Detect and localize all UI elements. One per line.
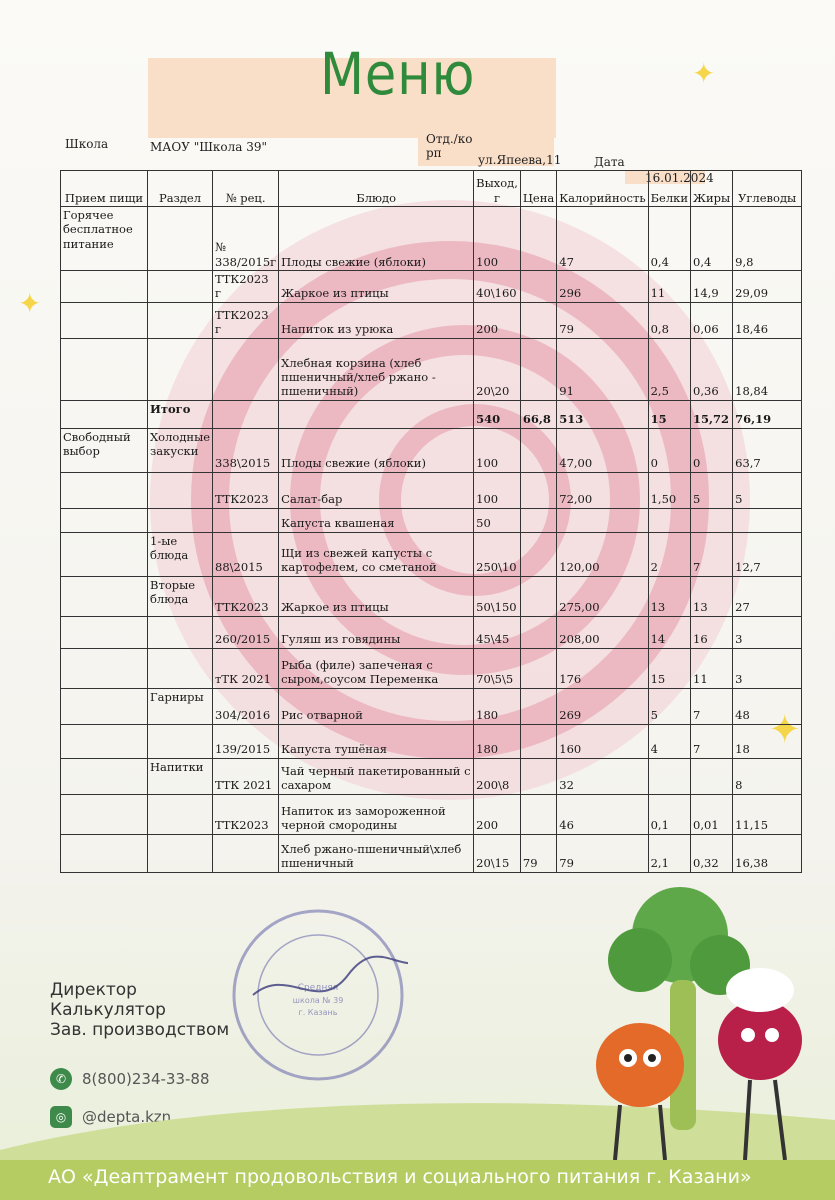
recipe-cell: 260/2015 bbox=[213, 616, 279, 648]
price-cell bbox=[520, 302, 556, 338]
output-cell: 70\5\5 bbox=[474, 648, 521, 688]
page-title: Меню bbox=[320, 40, 476, 108]
table-row bbox=[61, 428, 802, 472]
price-cell: 79 bbox=[520, 834, 556, 872]
carbs-cell: 27 bbox=[733, 576, 802, 616]
col-header: Блюдо bbox=[279, 171, 474, 207]
output-cell: 540 bbox=[474, 400, 521, 428]
protein-cell: 2 bbox=[648, 532, 690, 576]
price-cell bbox=[520, 428, 556, 472]
table-row bbox=[61, 532, 802, 576]
svg-text:школа № 39: школа № 39 bbox=[292, 996, 344, 1005]
recipe-cell: ТТК2023 bbox=[213, 576, 279, 616]
price-cell bbox=[520, 648, 556, 688]
recipe-cell: ТТК2023 г bbox=[213, 302, 279, 338]
calories-cell: 160 bbox=[557, 724, 648, 758]
table-row bbox=[61, 758, 802, 794]
meal-cell bbox=[61, 271, 148, 303]
table-row bbox=[61, 724, 802, 758]
price-cell bbox=[520, 207, 556, 271]
protein-cell: 15 bbox=[648, 400, 690, 428]
dish-cell: Жаркое из птицы bbox=[279, 271, 474, 303]
dish-cell: Капуста квашеная bbox=[279, 508, 474, 532]
col-header: Цена bbox=[520, 171, 556, 207]
price-cell bbox=[520, 472, 556, 508]
calories-cell: 47,00 bbox=[557, 428, 648, 472]
dish-cell: Рыба (филе) запеченая с сыром,соусом Переменка bbox=[279, 648, 474, 688]
meal-cell bbox=[61, 472, 148, 508]
carbs-cell: 48 bbox=[733, 688, 802, 724]
price-cell bbox=[520, 688, 556, 724]
col-header: Выход, г bbox=[474, 171, 521, 207]
star-icon: ✦ bbox=[18, 287, 42, 320]
carbs-cell: 16,38 bbox=[733, 834, 802, 872]
recipe-cell: 304/2016 bbox=[213, 688, 279, 724]
carbs-cell: 29,09 bbox=[733, 271, 802, 303]
fat-cell: 16 bbox=[691, 616, 733, 648]
section-cell bbox=[148, 616, 213, 648]
signatures bbox=[50, 980, 229, 1040]
output-cell: 200\8 bbox=[474, 758, 521, 794]
dish-cell: Напиток из урюка bbox=[279, 302, 474, 338]
meal-cell bbox=[61, 834, 148, 872]
protein-cell bbox=[648, 758, 690, 794]
carbs-cell: 18,84 bbox=[733, 338, 802, 400]
price-cell bbox=[520, 576, 556, 616]
protein-cell: 15 bbox=[648, 648, 690, 688]
calories-cell: 32 bbox=[557, 758, 648, 794]
phone-icon: ✆ bbox=[50, 1068, 72, 1090]
calories-cell: 120,00 bbox=[557, 532, 648, 576]
meal-cell bbox=[61, 338, 148, 400]
dish-cell: Жаркое из птицы bbox=[279, 576, 474, 616]
section-cell bbox=[148, 207, 213, 271]
protein-cell: 5 bbox=[648, 688, 690, 724]
dish-cell: Салат-бар bbox=[279, 472, 474, 508]
price-cell bbox=[520, 271, 556, 303]
meal-cell bbox=[61, 508, 148, 532]
table-row bbox=[61, 271, 802, 303]
address: ул.Япеева,11 bbox=[478, 153, 562, 167]
date-label: Дата bbox=[594, 155, 625, 169]
calories-cell bbox=[557, 508, 648, 532]
price-cell bbox=[520, 508, 556, 532]
col-header: Раздел bbox=[148, 171, 213, 207]
output-cell: 100 bbox=[474, 428, 521, 472]
col-header: Жиры bbox=[691, 171, 733, 207]
dish-cell: Плоды свежие (яблоки) bbox=[279, 428, 474, 472]
section-cell bbox=[148, 834, 213, 872]
section-cell bbox=[148, 648, 213, 688]
fat-cell: 7 bbox=[691, 724, 733, 758]
recipe-cell: 88\2015 bbox=[213, 532, 279, 576]
price-cell bbox=[520, 338, 556, 400]
protein-cell: 14 bbox=[648, 616, 690, 648]
section-cell bbox=[148, 271, 213, 303]
recipe-cell bbox=[213, 508, 279, 532]
calories-cell: 91 bbox=[557, 338, 648, 400]
fat-cell: 15,72 bbox=[691, 400, 733, 428]
calories-cell: 269 bbox=[557, 688, 648, 724]
table-row bbox=[61, 338, 802, 400]
output-cell: 180 bbox=[474, 724, 521, 758]
fat-cell: 7 bbox=[691, 532, 733, 576]
carbs-cell: 18,46 bbox=[733, 302, 802, 338]
price-cell bbox=[520, 724, 556, 758]
meal-cell bbox=[61, 576, 148, 616]
dish-cell: Рис отварной bbox=[279, 688, 474, 724]
col-header: Белки bbox=[648, 171, 690, 207]
dish-cell bbox=[279, 400, 474, 428]
table-row bbox=[61, 834, 802, 872]
meal-cell bbox=[61, 688, 148, 724]
fat-cell bbox=[691, 758, 733, 794]
fat-cell: 7 bbox=[691, 688, 733, 724]
dish-cell: Гуляш из говядины bbox=[279, 616, 474, 648]
recipe-cell: 338\2015 bbox=[213, 428, 279, 472]
section-cell bbox=[148, 794, 213, 834]
calories-cell: 47 bbox=[557, 207, 648, 271]
col-header: Углеводы bbox=[733, 171, 802, 207]
dish-cell: Чай черный пакетированный с сахаром bbox=[279, 758, 474, 794]
output-cell: 250\10 bbox=[474, 532, 521, 576]
output-cell: 40\160 bbox=[474, 271, 521, 303]
output-cell: 100 bbox=[474, 207, 521, 271]
recipe-cell: ТТК2023 г bbox=[213, 271, 279, 303]
fat-cell: 0,4 bbox=[691, 207, 733, 271]
recipe-cell bbox=[213, 834, 279, 872]
carbs-cell: 5 bbox=[733, 472, 802, 508]
output-cell: 180 bbox=[474, 688, 521, 724]
recipe-cell: ТТК2023 bbox=[213, 472, 279, 508]
instagram-icon: ◎ bbox=[50, 1106, 72, 1128]
menu-body bbox=[61, 207, 802, 873]
dept-label: Отд./ко рп bbox=[426, 132, 473, 160]
fat-cell: 0,36 bbox=[691, 338, 733, 400]
fat-cell bbox=[691, 508, 733, 532]
output-cell: 200 bbox=[474, 302, 521, 338]
section-cell: Гарниры bbox=[148, 688, 213, 724]
col-header: Калорийность bbox=[557, 171, 648, 207]
calories-cell: 79 bbox=[557, 834, 648, 872]
recipe-cell: ТТК2023 bbox=[213, 794, 279, 834]
meal-cell bbox=[61, 724, 148, 758]
date-value: 16.01.2024 bbox=[645, 171, 714, 185]
calories-cell: 208,00 bbox=[557, 616, 648, 648]
carbs-cell: 8 bbox=[733, 758, 802, 794]
star-icon: ✦ bbox=[768, 707, 802, 753]
protein-cell bbox=[648, 508, 690, 532]
table-row bbox=[61, 794, 802, 834]
protein-cell: 0,8 bbox=[648, 302, 690, 338]
dish-cell: Щи из свежей капусты с картофелем, со сметаной bbox=[279, 532, 474, 576]
price-cell bbox=[520, 758, 556, 794]
meal-cell bbox=[61, 616, 148, 648]
price-cell: 66,8 bbox=[520, 400, 556, 428]
meal-cell bbox=[61, 648, 148, 688]
fat-cell: 0,32 bbox=[691, 834, 733, 872]
price-cell bbox=[520, 794, 556, 834]
dish-cell: Плоды свежие (яблоки) bbox=[279, 207, 474, 271]
fat-cell: 14,9 bbox=[691, 271, 733, 303]
calories-cell: 46 bbox=[557, 794, 648, 834]
fat-cell: 0 bbox=[691, 428, 733, 472]
output-cell: 100 bbox=[474, 472, 521, 508]
section-cell bbox=[148, 338, 213, 400]
recipe-cell bbox=[213, 338, 279, 400]
output-cell: 20\15 bbox=[474, 834, 521, 872]
svg-text:Средняя: Средняя bbox=[297, 983, 339, 993]
recipe-cell: тТК 2021 bbox=[213, 648, 279, 688]
dish-cell: Капуста тушёная bbox=[279, 724, 474, 758]
table-row bbox=[61, 400, 802, 428]
output-cell: 50\150 bbox=[474, 576, 521, 616]
carbs-cell: 18 bbox=[733, 724, 802, 758]
carbs-cell: 3 bbox=[733, 616, 802, 648]
carbs-cell bbox=[733, 508, 802, 532]
recipe-cell: 139/2015 bbox=[213, 724, 279, 758]
price-cell bbox=[520, 616, 556, 648]
calories-cell: 513 bbox=[557, 400, 648, 428]
meal-cell bbox=[61, 758, 148, 794]
protein-cell: 0 bbox=[648, 428, 690, 472]
output-cell: 20\20 bbox=[474, 338, 521, 400]
meal-cell: Горячее бесплатное питание bbox=[61, 207, 148, 271]
section-cell: Холодные закуски bbox=[148, 428, 213, 472]
fat-cell: 13 bbox=[691, 576, 733, 616]
calories-cell: 72,00 bbox=[557, 472, 648, 508]
official-stamp bbox=[228, 905, 408, 1085]
signature-director: Директор bbox=[50, 980, 137, 1000]
protein-cell: 0,1 bbox=[648, 794, 690, 834]
section-cell: Вторые блюда bbox=[148, 576, 213, 616]
table-row bbox=[61, 207, 802, 271]
svg-text:г. Казань: г. Казань bbox=[298, 1008, 338, 1017]
section-cell: 1-ые блюда bbox=[148, 532, 213, 576]
fat-cell: 0,01 bbox=[691, 794, 733, 834]
calories-cell: 79 bbox=[557, 302, 648, 338]
meal-cell: Свободный выбор bbox=[61, 428, 148, 472]
output-cell: 200 bbox=[474, 794, 521, 834]
section-cell bbox=[148, 724, 213, 758]
section-cell bbox=[148, 302, 213, 338]
protein-cell: 13 bbox=[648, 576, 690, 616]
carbs-cell: 3 bbox=[733, 648, 802, 688]
school-label: Школа bbox=[65, 137, 109, 151]
price-cell bbox=[520, 532, 556, 576]
table-row bbox=[61, 648, 802, 688]
table-row bbox=[61, 688, 802, 724]
recipe-cell: № 338/2015г bbox=[213, 207, 279, 271]
meal-cell bbox=[61, 302, 148, 338]
output-cell: 50 bbox=[474, 508, 521, 532]
protein-cell: 2,1 bbox=[648, 834, 690, 872]
fat-cell: 11 bbox=[691, 648, 733, 688]
dish-cell: Напиток из замороженной черной смородины bbox=[279, 794, 474, 834]
meal-cell bbox=[61, 400, 148, 428]
section-cell bbox=[148, 472, 213, 508]
calories-cell: 275,00 bbox=[557, 576, 648, 616]
section-cell: Итого bbox=[148, 400, 213, 428]
school-value: МАОУ "Школа 39" bbox=[150, 140, 268, 154]
output-cell: 45\45 bbox=[474, 616, 521, 648]
section-cell bbox=[148, 508, 213, 532]
protein-cell: 11 bbox=[648, 271, 690, 303]
meal-cell bbox=[61, 532, 148, 576]
instagram-handle: @depta.kzn bbox=[82, 1108, 172, 1126]
carbs-cell: 63,7 bbox=[733, 428, 802, 472]
dish-cell: Хлеб ржано-пшеничный\хлеб пшеничный bbox=[279, 834, 474, 872]
protein-cell: 2,5 bbox=[648, 338, 690, 400]
recipe-cell bbox=[213, 400, 279, 428]
phone-number: 8(800)234-33-88 bbox=[82, 1070, 210, 1088]
table-row bbox=[61, 616, 802, 648]
calories-cell: 296 bbox=[557, 271, 648, 303]
table-row bbox=[61, 576, 802, 616]
protein-cell: 4 bbox=[648, 724, 690, 758]
carbs-cell: 9,8 bbox=[733, 207, 802, 271]
protein-cell: 1,50 bbox=[648, 472, 690, 508]
table-row bbox=[61, 472, 802, 508]
recipe-cell: ТТК 2021 bbox=[213, 758, 279, 794]
menu-table bbox=[60, 170, 802, 873]
carbs-cell: 76,19 bbox=[733, 400, 802, 428]
col-header: № рец. bbox=[213, 171, 279, 207]
carbs-cell: 12,7 bbox=[733, 532, 802, 576]
table-row bbox=[61, 508, 802, 532]
signature-calculator: Калькулятор bbox=[50, 1000, 166, 1020]
dish-cell: Хлебная корзина (хлеб пшеничный/хлеб ржано - пшеничный) bbox=[279, 338, 474, 400]
organization-name: АО «Деаптрамент продовольствия и социального питания г. Казани» bbox=[48, 1166, 752, 1188]
fat-cell: 5 bbox=[691, 472, 733, 508]
table-row bbox=[61, 302, 802, 338]
col-header: Прием пищи bbox=[61, 171, 148, 207]
meal-cell bbox=[61, 794, 148, 834]
calories-cell: 176 bbox=[557, 648, 648, 688]
star-icon: ✦ bbox=[692, 57, 716, 90]
section-cell: Напитки bbox=[148, 758, 213, 794]
signature-production: Зав. производством bbox=[50, 1020, 230, 1040]
fat-cell: 0,06 bbox=[691, 302, 733, 338]
carbs-cell: 11,15 bbox=[733, 794, 802, 834]
protein-cell: 0,4 bbox=[648, 207, 690, 271]
mascot-illustration bbox=[560, 880, 835, 1170]
